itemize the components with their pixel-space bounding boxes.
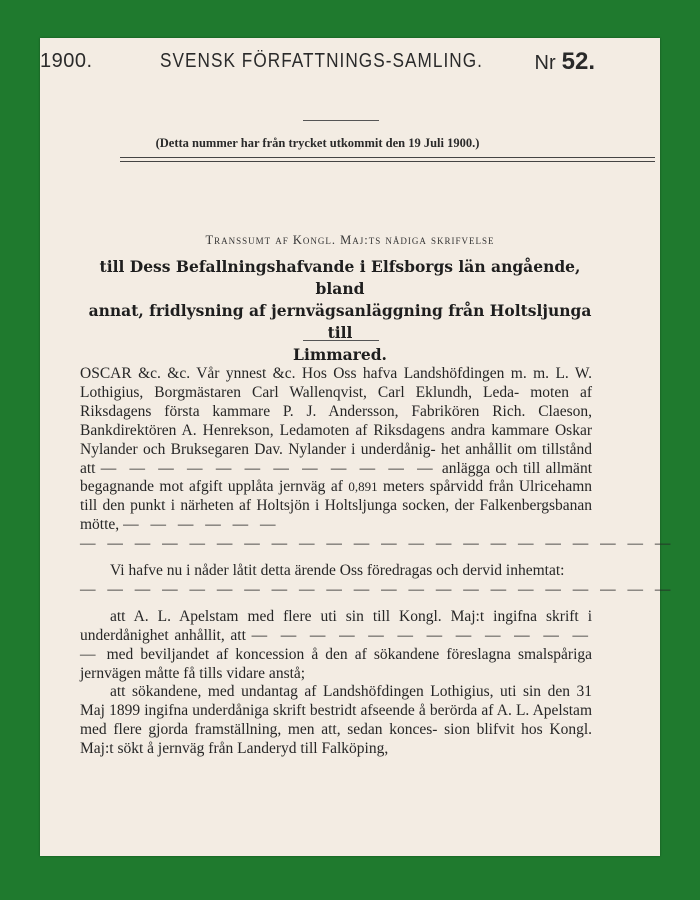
body-line: meters spårvidd från Ulricehamn till den punkt i närheten af Holtsjön i xyxy=(80,478,593,515)
body-line: att sökandene, med undantag af Landshöfdingen Lothigius, uti sin xyxy=(110,683,542,701)
body-line: anlägga och till allmänt begagnande mot afgift upplåta jernväg af xyxy=(80,459,592,496)
body-line: kammare Oskar Nylander och Bruksegaren Dav. Nylander i underdånig- xyxy=(80,421,592,458)
body-line: jernvägen måtte få tills vidare anstå; xyxy=(80,664,306,682)
body-line: het anhållit om tillstånd att xyxy=(80,440,593,477)
body-line: L. W. Lothigius, Borgmästaren Carl Wallenqvist, Carl Eklundh, Leda- xyxy=(80,365,592,401)
double-rule-divider xyxy=(120,157,655,162)
body-line: att A. L. Apelstam med flere uti sin till Kongl. Maj:t ingifna skrift xyxy=(110,607,579,625)
gauge-value: 0,891 xyxy=(348,479,378,495)
body-line: den 31 Maj 1899 ingifna underdåniga skrift bestridt afseende å berörda xyxy=(80,683,592,720)
issue-number-label: Nr xyxy=(534,52,556,74)
title-line: annat, fridlysning af jernvägsanläggning från Holtsljunga till xyxy=(88,301,592,342)
paragraph-3 xyxy=(80,608,592,684)
body-line: OSCAR &c. &c. Vår ynnest &c. Hos Oss hafva Landshöfdingen m. m. xyxy=(80,365,550,382)
body-line: i underdånighet anhållit, att xyxy=(80,607,592,644)
body-line: med beviljandet af koncession å den af sökandene föreslagna smalspåriga xyxy=(106,645,593,663)
journal-title: SVENSK FÖRFATTNINGS-SAMLING. xyxy=(160,50,483,72)
transsumt-heading: Transsumt af Kongl. Maj:ts nådiga skrifvelse xyxy=(205,233,495,247)
body-line: Claeson, Bankdirektören A. Henrekson, Ledamoten af Riksdagens andra xyxy=(80,402,592,439)
paragraph-2 xyxy=(80,562,592,581)
title-line: Limmared. xyxy=(293,345,387,364)
omission-dashes: — — — — — — xyxy=(123,516,280,534)
paragraph-1 xyxy=(80,365,592,535)
document-title xyxy=(80,256,600,366)
issue-number-value: 52. xyxy=(561,48,595,75)
publication-note: (Detta nummer har från trycket utkommit den 19 Juli 1900.) xyxy=(155,136,480,150)
omission-dashes: — — — — — — — — — — — — — xyxy=(80,626,593,663)
body-line: sion blifvit hos Kongl. Maj:t sökt å jernväg från Landeryd till Falköping, xyxy=(80,721,592,758)
omission-dashes: — — — — — — — — — — — — xyxy=(100,459,437,477)
body-line: Vi hafve nu i nåder låtit detta ärende Oss föredragas och dervid xyxy=(110,562,503,580)
body-line: Holtsljunga socken, der Falkenbergsbanan mötte, xyxy=(80,497,593,534)
header-divider xyxy=(303,120,379,121)
year: 1900. xyxy=(40,50,93,72)
paragraph-4 xyxy=(80,683,592,759)
page-header xyxy=(40,46,595,80)
title-line: till Dess Befallningshafvande i Elfsborgs län angående, bland xyxy=(99,257,581,298)
body-line: inhemtat: xyxy=(505,562,565,580)
omission-dash-line: — — — — — — — — — — — — — — — — — — — — — — xyxy=(80,535,675,553)
body-line: moten af Riksdagens första kammare P. J. Andersson, Fabrikören Rich. xyxy=(80,383,592,420)
body-line: af A. L. Apelstam med flere gjorda framställning, men att, sedan konces- xyxy=(80,702,592,739)
omission-dash-line: — — — — — — — — — — — — — — — — — — — — — — xyxy=(80,580,675,598)
issue-number xyxy=(535,48,595,76)
document-body xyxy=(80,365,675,759)
title-divider xyxy=(303,340,379,341)
